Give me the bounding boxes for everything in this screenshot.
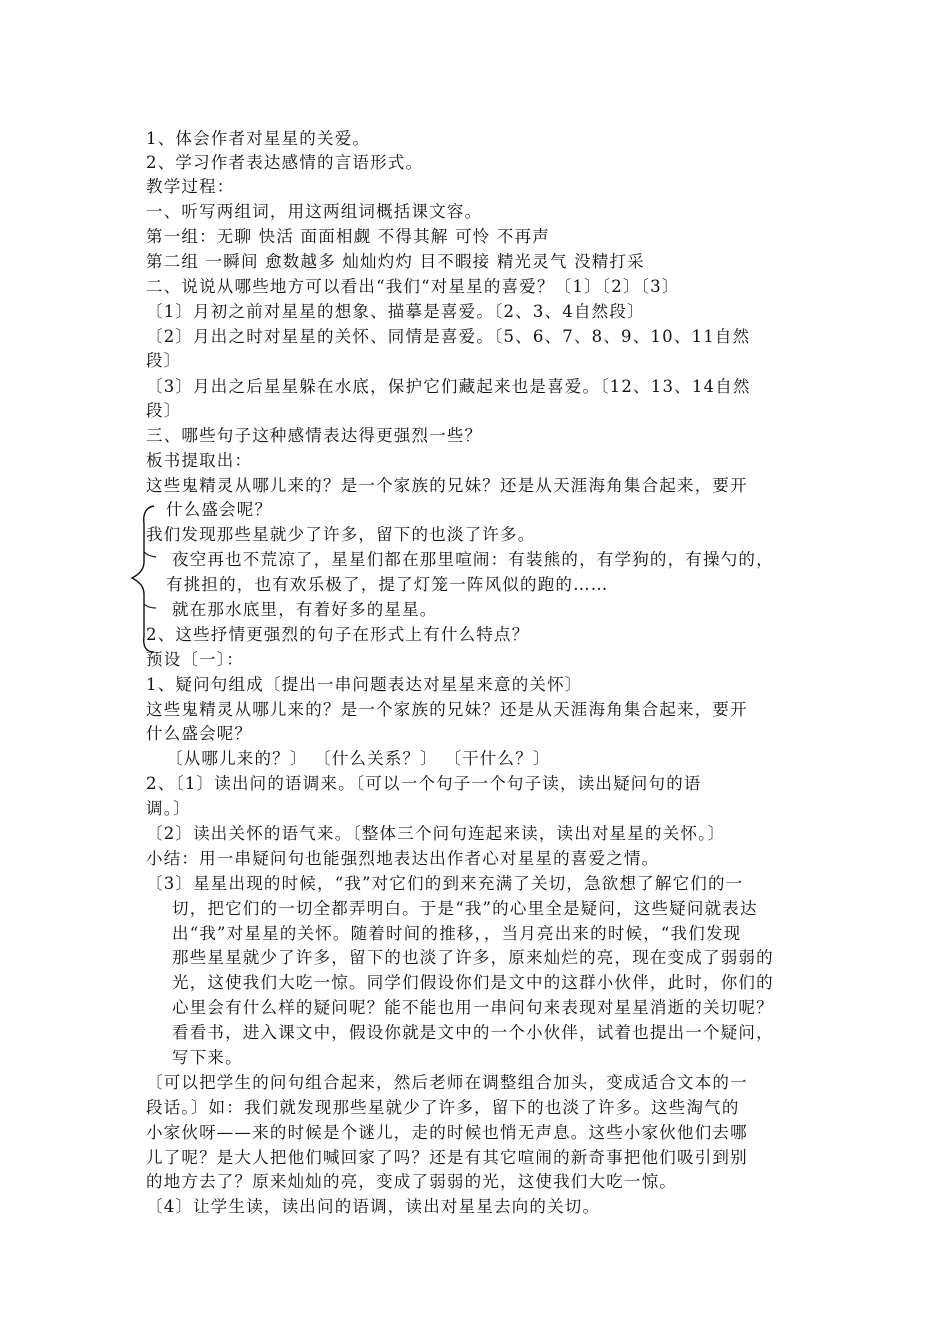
text-line: 1、疑问句组成〔提出一串问题表达对星星来意的关怀〕 <box>146 675 583 694</box>
text-line: 小家伙呀——来的时候是个谜儿，走的时候也悄无声息。这些小家伙他们去哪 <box>146 1123 748 1142</box>
text-line: 什么盛会呢？ <box>166 500 273 519</box>
text-line: 段〕 <box>146 351 182 370</box>
text-line: 1、体会作者对星星的关爱。 <box>146 129 371 148</box>
text-line: 光，这使我们大吃一惊。同学们假设你们是文中的这群小伙伴，此时，你们的 <box>172 973 774 992</box>
text-line: 〔3〕星星出现的时候，“我”对它们的到来充满了关切，急欲想了解它们的一 <box>146 874 744 893</box>
text-line: 段话。〕如：我们就发现那些星就少了许多，留下的也淡了许多。这些淘气的 <box>146 1098 740 1117</box>
text-line: 出“我”对星星的关怀。随着时间的推移，，当月亮出来的时候，“我们发现 <box>172 924 742 943</box>
text-line: 〔2〕月出之时对星星的关怀、同情是喜爱。〔5、6、7、8、9、10、11自然 <box>146 327 751 346</box>
text-line: 有挑担的，也有欢乐极了，提了灯笼一阵风似的跑的…… <box>166 575 609 594</box>
text-line: 第一组：无聊 快活 面面相觑 不得其解 可怜 不再声 <box>146 227 550 246</box>
text-line: 〔1〕月初之前对星星的想象、描摹是喜爱。〔2、3、4自然段〕 <box>146 302 645 321</box>
text-line: 段〕 <box>146 401 182 420</box>
text-line: 〔4〕让学生读，读出问的语调，读出对星星去向的关切。 <box>146 1197 601 1216</box>
text-line: 2、这些抒情更强烈的句子在形式上有什么特点？ <box>146 625 530 644</box>
text-line: 〔3〕月出之后星星躲在水底，保护它们藏起来也是喜爱。〔12、13、14自然 <box>146 377 751 396</box>
text-line: 2、〔1〕读出问的语调来。〔可以一个句子一个句子读，读出疑问句的语 <box>146 774 702 793</box>
text-line: 板书提取出： <box>146 451 253 470</box>
text-line: 〔2〕读出关怀的语气来。〔整体三个问句连起来读，读出对星星的关怀。〕 <box>146 824 726 843</box>
text-line: 夜空再也不荒凉了，星星们都在那里喧闹：有装熊的，有学狗的，有操勺的， <box>172 550 774 569</box>
text-line: 三、哪些句子这种感情表达得更强烈一些？ <box>146 426 483 445</box>
text-line: 我们发现那些星就少了许多，留下的也淡了许多。 <box>146 525 536 544</box>
text-line: 儿了呢？是大人把他们喊回家了吗？还是有其它喧闹的新奇事把他们吸引到别 <box>146 1148 748 1167</box>
text-line: 预设〔一〕： <box>146 650 244 669</box>
text-line: 那些星星就少了许多，留下的也淡了许多，原来灿烂的亮，现在变成了弱弱的 <box>172 948 774 967</box>
text-line: 什么盛会呢？ <box>146 724 253 743</box>
text-line: 看看书，进入课文中，假设你就是文中的一个小伙伴，试着也提出一个疑问， <box>172 1023 774 1042</box>
text-line: 就在那水底里，有着好多的星星。 <box>172 600 438 619</box>
text-line: 小结：用一串疑问句也能强烈地表达出作者心对星星的喜爱之情。 <box>146 849 660 868</box>
text-line: 调。〕 <box>146 799 191 818</box>
text-line: 心里会有什么样的疑问呢？能不能也用一串问句来表现对星星消逝的关切呢？ <box>172 998 774 1017</box>
text-line: 写下来。 <box>172 1048 243 1067</box>
text-line: 这些鬼精灵从哪儿来的？是一个家族的兄妹？还是从天涯海角集合起来，要开 <box>146 700 748 719</box>
text-line: 一、听写两组词，用这两组词概括课文容。 <box>146 202 483 221</box>
text-line: 第二组 一瞬间 愈数越多 灿灿灼灼 目不暇接 精光灵气 没精打采 <box>146 252 645 271</box>
text-line: 二、说说从哪些地方可以看出“我们“对星星的喜爱？〔1〕〔2〕〔3〕 <box>146 277 680 296</box>
text-line: 2、学习作者表达感情的言语形式。 <box>146 153 424 172</box>
text-line: 切，把它们的一切全都弄明白。于是“我”的心里全是疑问，这些疑问就表达 <box>172 899 758 918</box>
text-line: 教学过程： <box>146 177 235 196</box>
text-line: 这些鬼精灵从哪儿来的？是一个家族的兄妹？还是从天涯海角集合起来，要开 <box>146 476 748 495</box>
text-line: 〔从哪儿来的？〕 〔什么关系？〕 〔干什么？〕 <box>166 749 551 768</box>
text-line: 〔可以把学生的问句组合起来，然后老师在调整组合加头，变成适合文本的一 <box>146 1073 748 1092</box>
text-line: 的地方去了？原来灿灿的亮，变成了弱弱的光，这使我们大吃一惊。 <box>146 1172 677 1191</box>
